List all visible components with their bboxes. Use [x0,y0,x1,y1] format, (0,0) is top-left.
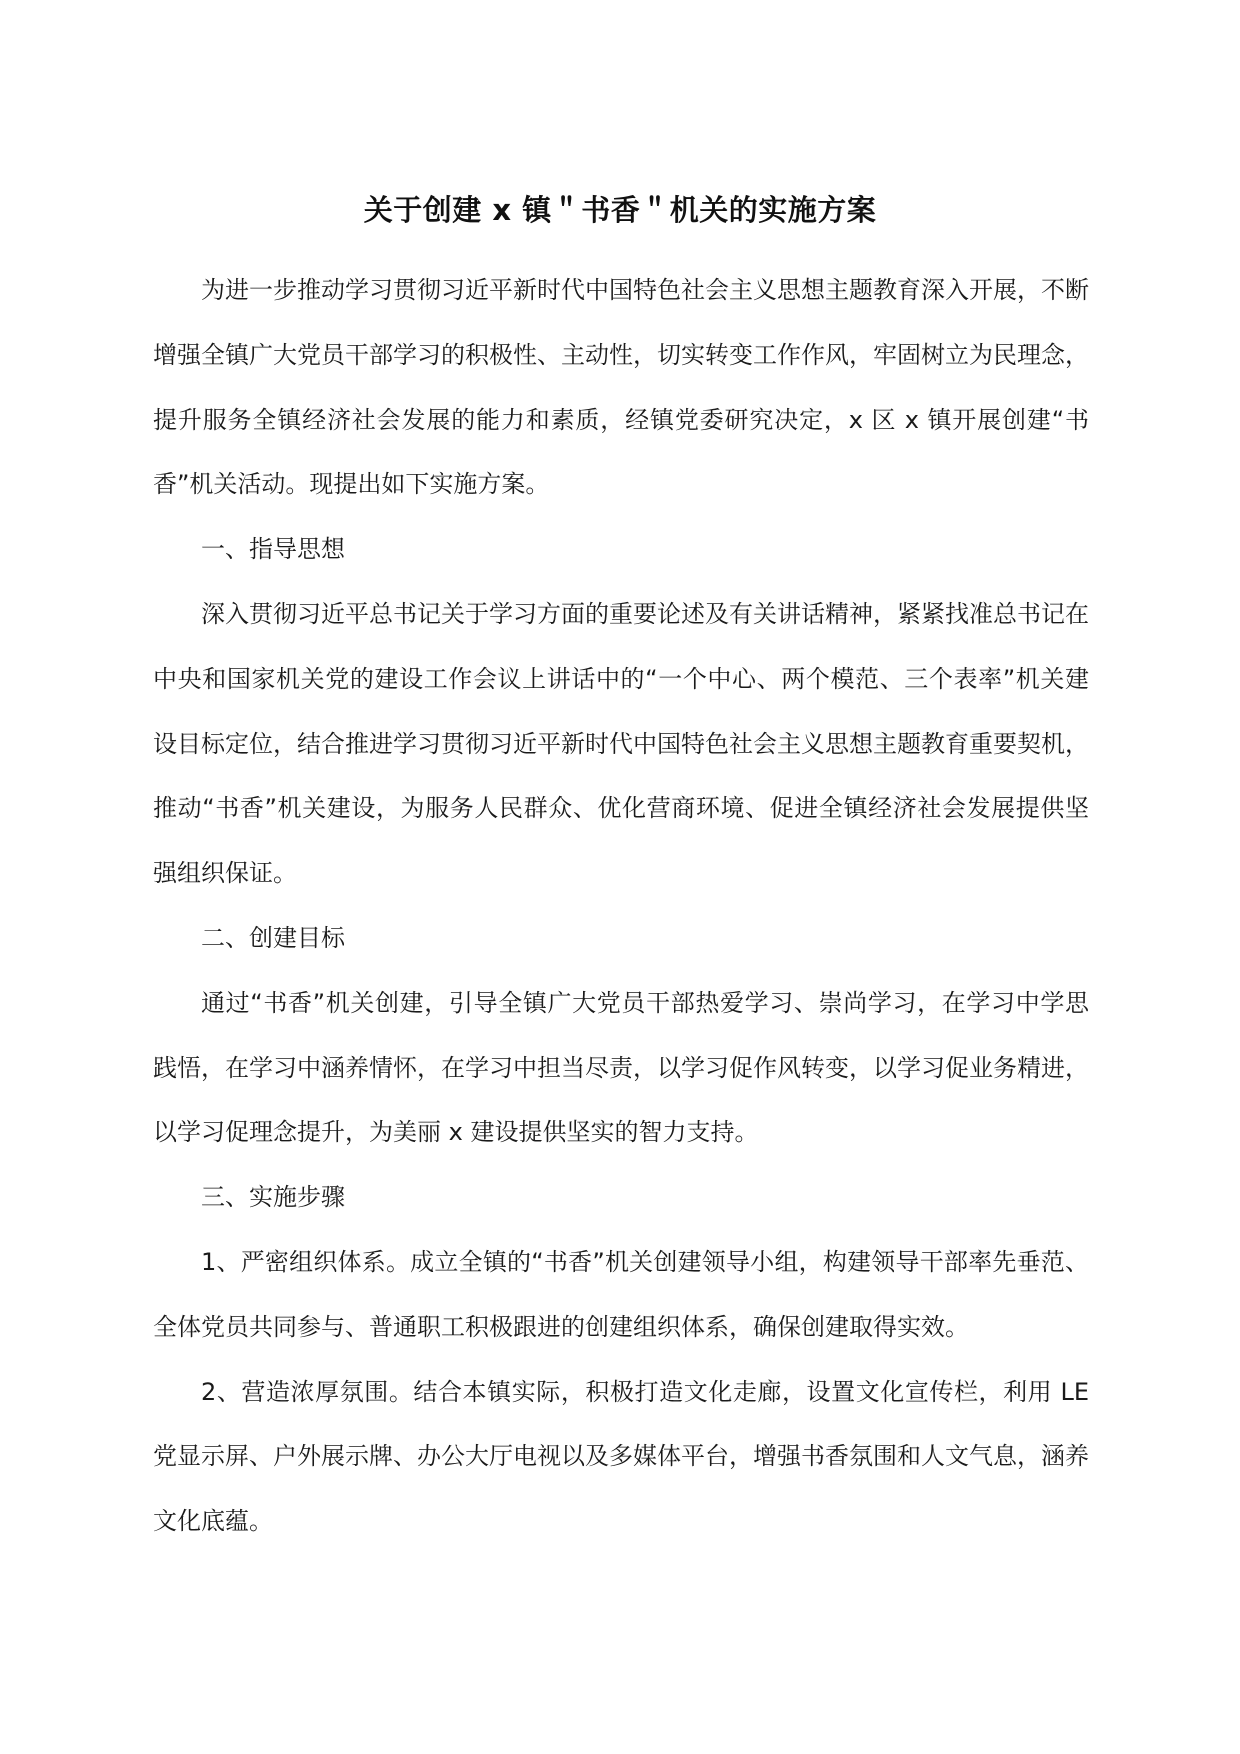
section-heading-implementation-steps: 三、实施步骤 [201,1183,345,1212]
step-paragraph-2: 2、营造浓厚氛围。结合本镇实际，积极打造文化走廊，设置文化宣传栏，利用 LE 党显示屏、户外展示牌、办公大厅电视以及多媒体平台，增强书香氛围和人文气息，涵养文化底蕴。 [153,1377,1089,1536]
document-title: 关于创建 x 镇＂书香＂机关的实施方案 [363,193,877,227]
section-paragraph: 深入贯彻习近平总书记关于学习方面的重要论述及有关讲话精神，紧紧找准总书记在中央和国家机关党的建设工作会议上讲话中的“一个中心、两个模范、三个表率”机关建设目标定位，结合推进学习贯彻习近平新时代中国特色社会主义思想主题教育重要契机，推动“书香”机关建设，为服务人民群众、优化营商环境、促进全镇经济社会发展提供坚强组织保证。 [153,599,1089,888]
section-heading-creation-goals: 二、创建目标 [201,923,345,952]
step-paragraph-1: 1、严密组织体系。成立全镇的“书香”机关创建领导小组，构建领导干部率先垂范、全体党员共同参与、普通职工积极跟进的创建组织体系，确保创建取得实效。 [153,1247,1089,1341]
intro-paragraph: 为进一步推动学习贯彻习近平新时代中国特色社会主义思想主题教育深入开展，不断增强全镇广大党员干部学习的积极性、主动性，切实转变工作作风，牢固树立为民理念，提升服务全镇经济社会发展的能力和素质，经镇党委研究决定，x 区 x 镇开展创建“书香”机关活动。现提出如下实施方案。 [153,276,1089,499]
document-body [153,258,1089,1554]
section-heading-guiding-ideology: 一、指导思想 [201,535,345,564]
section-paragraph: 通过“书香”机关创建，引导全镇广大党员干部热爱学习、崇尚学习，在学习中学思践悟，在学习中涵养情怀，在学习中担当尽责，以学习促作风转变，以学习促业务精进，以学习促理念提升，为美丽 x 建设提供坚实的智力支持。 [153,988,1089,1147]
